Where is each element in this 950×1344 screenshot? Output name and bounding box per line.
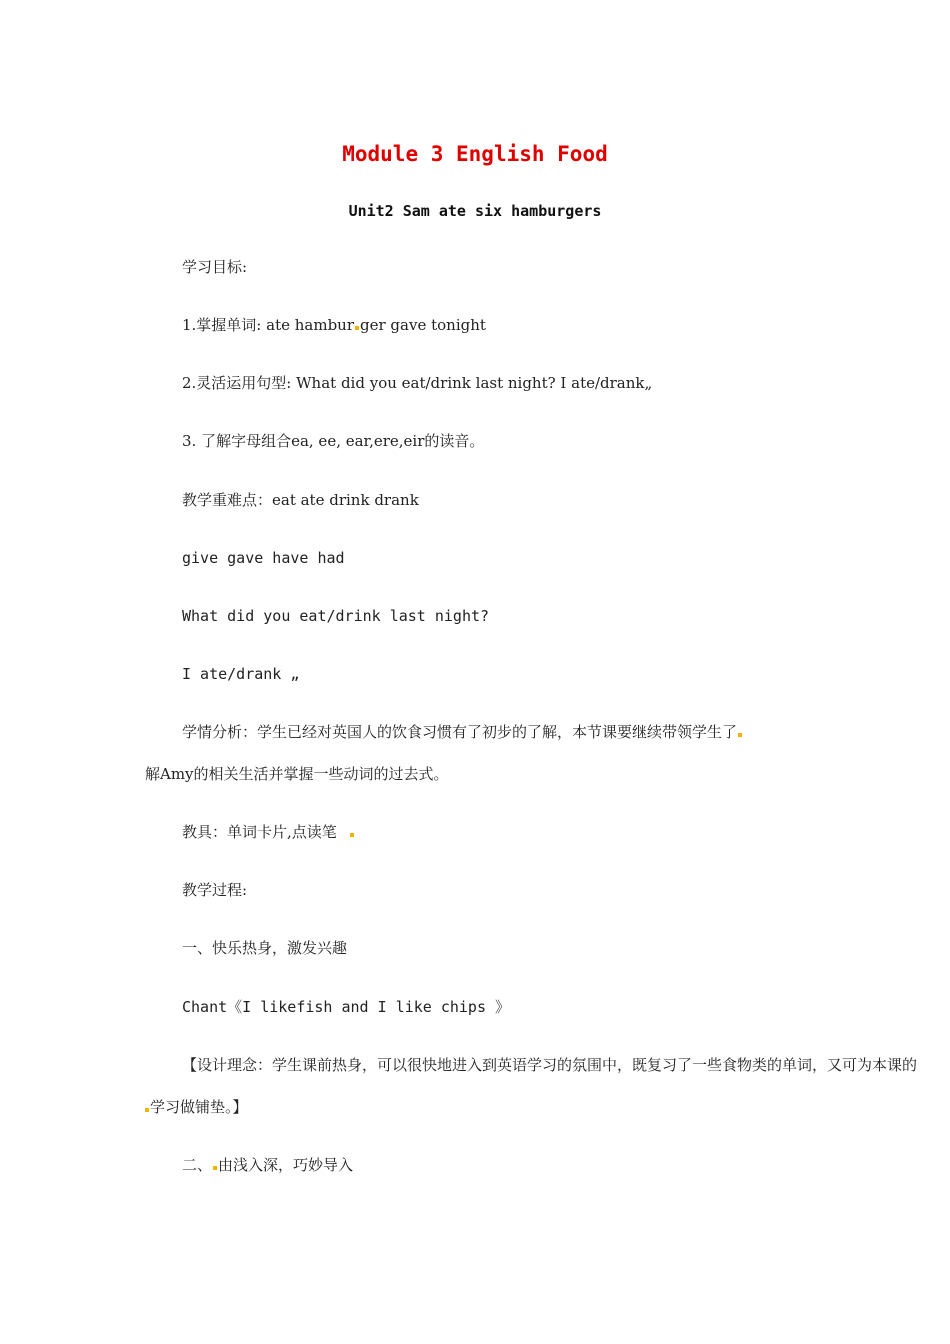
key-points: 教学重难点：eat ate drink drank	[182, 491, 419, 509]
step-2-heading	[182, 1155, 353, 1175]
goal-1-part-b: ger gave tonight	[360, 316, 486, 334]
goal-1	[182, 315, 486, 335]
goal-1-part-a: 1.掌握单词: ate hambur	[182, 316, 355, 334]
key-answer: I ate/drank „	[182, 665, 300, 683]
highlight-mark	[350, 833, 354, 837]
design-note-line-2	[145, 1097, 248, 1117]
document-title: Module 3 English Food	[342, 142, 608, 166]
analysis-part-a: 学情分析：学生已经对英国人的饮食习惯有了初步的了解，本节课要继续带领学生了	[182, 723, 738, 741]
highlight-mark	[145, 1108, 149, 1112]
design-note-part-b: 学习做铺垫。】	[150, 1098, 248, 1116]
key-points-verbs: give gave have had	[182, 549, 345, 567]
analysis-line-1	[182, 722, 743, 742]
goals-heading: 学习目标:	[182, 258, 248, 276]
teaching-tools-text: 教具：单词卡片,点读笔	[182, 823, 337, 841]
highlight-mark	[355, 326, 359, 330]
teaching-tools	[182, 822, 355, 842]
highlight-mark	[738, 733, 742, 737]
step-2-number: 二、	[182, 1156, 213, 1174]
document-subtitle: Unit2 Sam ate six hamburgers	[348, 202, 602, 220]
teaching-process-heading: 教学过程:	[182, 881, 248, 899]
chant-line: Chant《I likefish and I like chips 》	[182, 998, 511, 1016]
goal-3: 3. 了解字母组合ea, ee, ear,ere,eir的读音。	[182, 432, 485, 450]
design-note-part-a: 【设计理念：学生课前热身，可以很快地进入到英语学习的氛围中，既复习了一些食物类的单词，又可为本课的	[182, 1056, 918, 1074]
key-sentence: What did you eat/drink last night?	[182, 607, 490, 625]
step-1-heading: 一、快乐热身，激发兴趣	[182, 939, 348, 957]
step-2-text: 由浅入深，巧妙导入	[218, 1156, 354, 1174]
analysis-line-2: 解Amy的相关生活并掌握一些动词的过去式。	[145, 765, 449, 783]
design-note-line-1	[182, 1055, 917, 1075]
highlight-mark	[213, 1166, 217, 1170]
goal-2: 2.灵活运用句型: What did you eat/drink last night? I ate/drank„	[182, 374, 653, 392]
